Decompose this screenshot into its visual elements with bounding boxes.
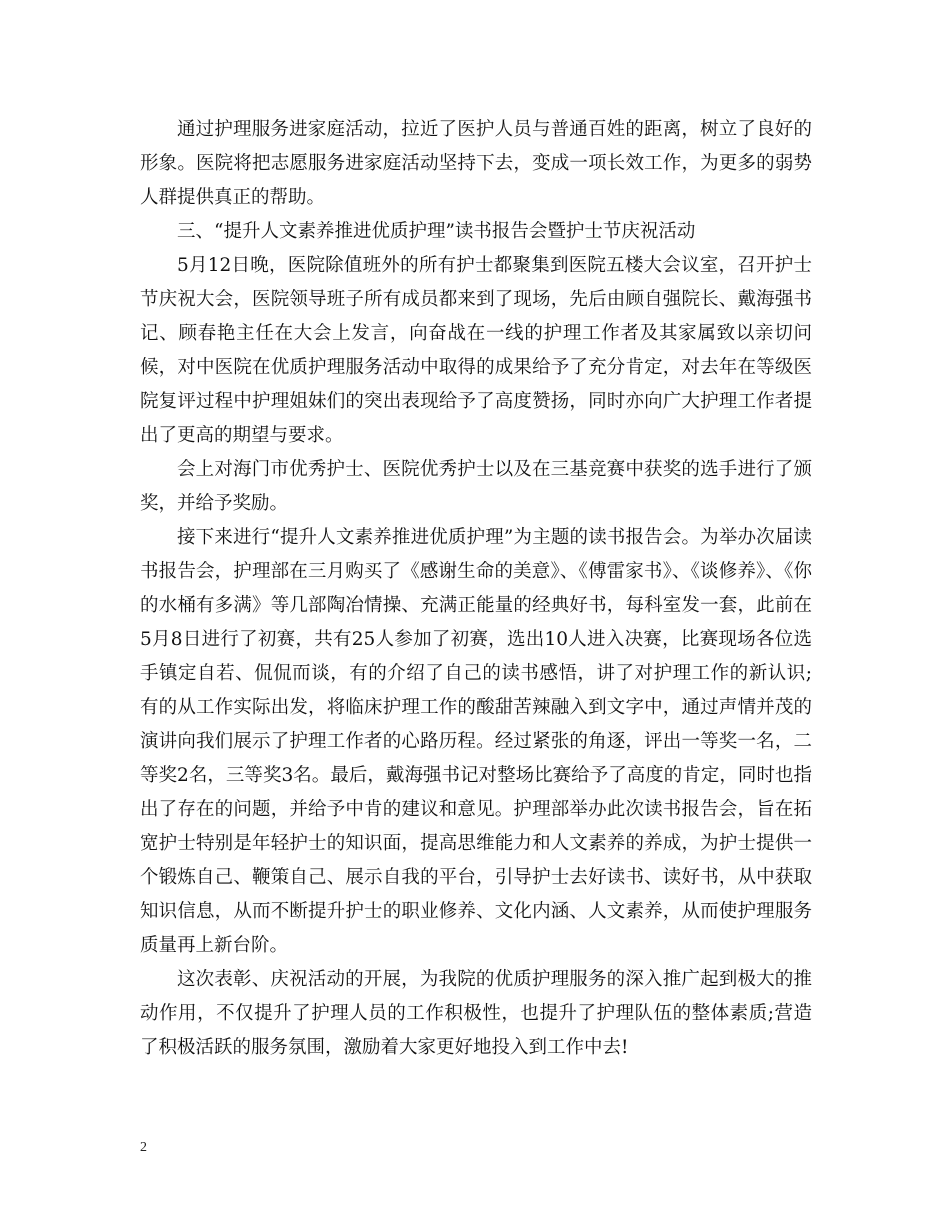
paragraph-home-service-summary: 通过护理服务进家庭活动，拉近了医护人员与普通百姓的距离，树立了良好的形象。医院将把志愿服务进家庭活动坚持下去，变成一项长效工作，为更多的弱势人群提供真正的帮助。: [140, 119, 812, 208]
page-number: 2: [140, 1140, 147, 1155]
paragraph-conclusion: 这次表彰、庆祝活动的开展，为我院的优质护理服务的深入推广起到极大的推动作用，不仅提升了护理人员的工作积极性，也提升了护理队伍的整体素质;营造了积极活跃的服务氛围，激励着大家更好地投入到工作中去!: [140, 969, 812, 1058]
paragraph-nurses-day-meeting: 5月12日晚，医院除值班外的所有护士都聚集到医院五楼大会议室，召开护士节庆祝大会，医院领导班子所有成员都来到了现场，先后由顾自强院长、戴海强书记、顾春艳主任在大会上发言，向奋战在一线的护理工作者及其家属致以亲切问候，对中医院在优质护理服务活动中取得的成果给予了充分肯定，对去年在等级医院复评过程中护理姐妹们的突出表现给予了高度赞扬，同时亦向广大护理工作者提出了更高的期望与要求。: [140, 255, 812, 446]
paragraph-reading-report-details: 接下来进行“提升人文素养推进优质护理”为主题的读书报告会。为举办次届读书报告会，护理部在三月购买了《感谢生命的美意》、《傅雷家书》、《谈修养》、《你的水桶有多满》等几部陶冶情操、充满正能量的经典好书，每科室发一套，此前在5月8日进行了初赛，共有25人参加了初赛，选出10人进入决赛，比赛现场各位选手镇定自若、侃侃而谈，有的介绍了自己的读书感悟，讲了对护理工作的新认识;有的从工作实际出发，将临床护理工作的酸甜苦辣融入到文字中，通过声情并茂的演讲向我们展示了护理工作者的心路历程。经过紧张的角逐，评出一等奖一名，二等奖2名，三等奖3名。最后，戴海强书记对整场比赛给予了高度的肯定，同时也指出了存在的问题，并给予中肯的建议和意见。护理部举办此次读书报告会，旨在拓宽护士特别是年轻护士的知识面，提高思维能力和人文素养的养成，为护士提供一个锻炼自己、鞭策自己、展示自我的平台，引导护士去好读书、读好书，从中获取知识信息，从而不断提升护士的职业修养、文化内涵、人文素养，从而使护理服务质量再上新台阶。: [140, 527, 812, 956]
section-heading-reading-report: 三、“提升人文素养推进优质护理”读书报告会暨护士节庆祝活动: [177, 221, 696, 242]
document-body: [140, 113, 812, 1065]
paragraph-awards: 会上对海门市优秀护士、医院优秀护士以及在三基竞赛中获奖的选手进行了颁奖，并给予奖励。: [140, 459, 812, 514]
